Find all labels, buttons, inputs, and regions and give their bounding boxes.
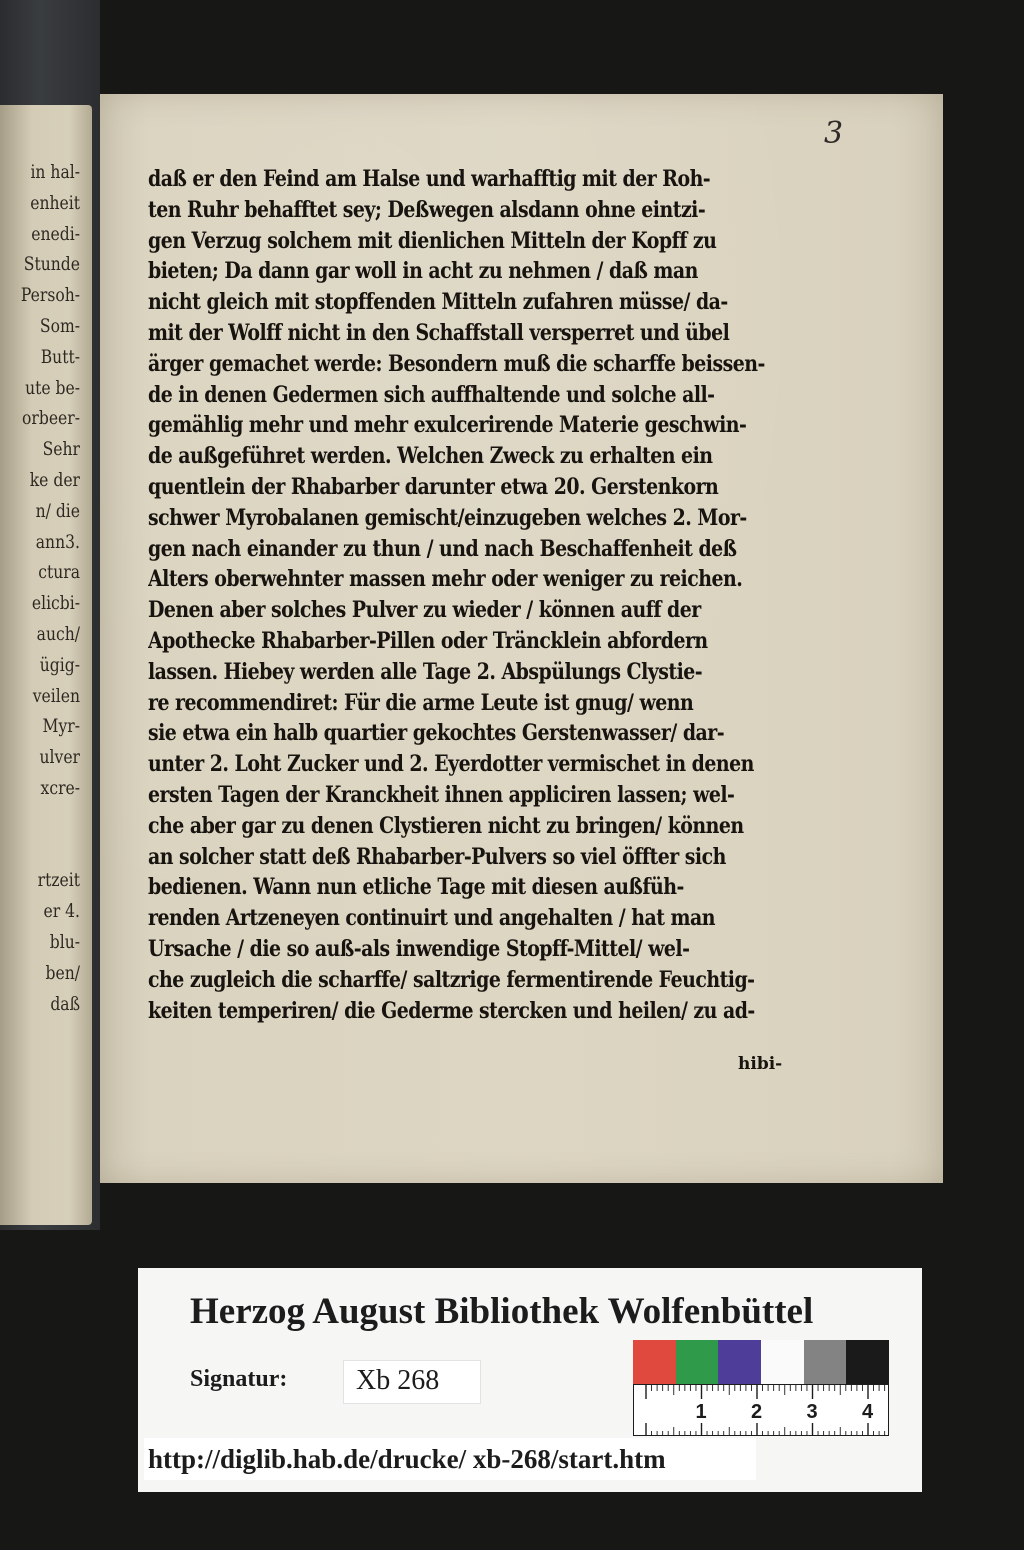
text-line: sie etwa ein halb quartier gekochtes Gerstenwasser/ dar- bbox=[148, 720, 725, 747]
previous-page-fragment: Stunde bbox=[23, 253, 80, 276]
library-reference-card bbox=[138, 1268, 922, 1492]
previous-page-fragment: ben/ bbox=[45, 961, 80, 984]
previous-page-edge bbox=[0, 105, 92, 1225]
previous-page-fragment: in hal- bbox=[30, 161, 80, 183]
text-line: ärger gemachet werde: Besondern muß die scharffe beissen- bbox=[148, 350, 765, 377]
color-swatch bbox=[761, 1340, 804, 1384]
ruler-label: 2 bbox=[751, 1401, 763, 1423]
folio-number: 3 bbox=[824, 116, 844, 151]
text-line: gemählig mehr und mehr exulcerirende Materie geschwin- bbox=[148, 412, 747, 439]
text-line: schwer Myrobalanen gemischt/einzugeben welches 2. Mor- bbox=[148, 504, 747, 531]
ruler-label: 1 bbox=[695, 1401, 707, 1423]
digital-library-url: http://diglib.hab.de/drucke/ xb-268/start.htm bbox=[148, 1444, 666, 1474]
previous-page-fragment: ügig- bbox=[39, 653, 80, 676]
text-line: ersten Tagen der Kranckheit ihnen appliciren lassen; wel- bbox=[148, 781, 735, 808]
previous-page-fragment: Myr- bbox=[42, 715, 80, 738]
previous-page-fragment: veilen bbox=[32, 684, 80, 707]
text-line: Denen aber solches Pulver zu wieder / können auff der bbox=[148, 597, 701, 624]
previous-page-fragment: ann3. bbox=[35, 530, 80, 553]
previous-page-fragment: ute be- bbox=[25, 376, 80, 399]
previous-page-fragment: ctura bbox=[38, 561, 80, 584]
library-title: Herzog August Bibliothek Wolfenbüttel bbox=[190, 1291, 814, 1332]
previous-page-fragment: Som- bbox=[39, 314, 80, 337]
previous-page-fragment bbox=[14, 835, 80, 866]
signatur-box bbox=[343, 1360, 481, 1404]
text-line: an solcher statt deß Rhabarber-Pulvers so viel öffter sich bbox=[148, 843, 726, 870]
text-line: Apothecke Rhabarber-Pillen oder Träncklein abfordern bbox=[148, 627, 708, 654]
previous-page-fragment: enheit bbox=[30, 191, 80, 214]
ruler-label: 4 bbox=[862, 1401, 874, 1423]
page-text-block bbox=[148, 164, 846, 1026]
text-line: Alters oberwehnter massen mehr oder weniger zu reichen. bbox=[148, 566, 743, 593]
text-line: mit der Wolff nicht in den Schaffstall versperret und übel bbox=[148, 319, 730, 346]
text-line: che aber gar zu denen Clystieren nicht zu bringen/ können bbox=[148, 812, 744, 839]
previous-page-fragment bbox=[14, 804, 80, 835]
text-line: renden Artzeneyen continuirt und angehalten / hat man bbox=[148, 905, 715, 932]
signatur-label: Signatur: bbox=[190, 1366, 288, 1392]
color-calibration-strip bbox=[633, 1340, 889, 1384]
text-line: gen Verzug solchem mit dienlichen Mitteln der Kopff zu bbox=[148, 227, 717, 254]
text-line: gen nach einander zu thun / und nach Beschaffenheit deß bbox=[148, 535, 737, 562]
text-line: bedienen. Wann nun etliche Tage mit diesen außfüh- bbox=[148, 874, 684, 901]
color-swatch bbox=[804, 1340, 847, 1384]
previous-page-fragment: enedi- bbox=[31, 222, 80, 245]
text-line: bieten; Da dann gar woll in acht zu nehmen / daß man bbox=[148, 258, 698, 285]
text-line: nicht gleich mit stopffenden Mitteln zufahren müsse/ da- bbox=[148, 289, 728, 316]
previous-page-fragment: er 4. bbox=[43, 900, 80, 923]
book-page bbox=[100, 94, 943, 1183]
text-line: che zugleich die scharffe/ saltzrige fermentirende Feuchtig- bbox=[148, 966, 755, 993]
text-line: lassen. Hiebey werden alle Tage 2. Abspülungs Clystie- bbox=[148, 658, 703, 685]
color-swatch bbox=[676, 1340, 719, 1384]
previous-page-fragment: Sehr bbox=[42, 438, 80, 461]
color-swatch bbox=[718, 1340, 761, 1384]
previous-page-fragment: auch/ bbox=[36, 622, 80, 645]
text-line: re recommendiret: Für die arme Leute ist gnug/ wenn bbox=[148, 689, 694, 716]
signatur-value: Xb 268 bbox=[356, 1365, 440, 1396]
text-line: ten Ruhr behafftet sey; Deßwegen alsdann ohne eintzi- bbox=[148, 196, 706, 223]
text-line: unter 2. Loht Zucker und 2. Eyerdotter vermischet in denen bbox=[148, 751, 754, 778]
previous-page-fragment: orbeer- bbox=[22, 407, 80, 430]
previous-page-fragment: rtzeit bbox=[37, 869, 80, 892]
previous-page-text bbox=[14, 157, 80, 1019]
text-line: Ursache / die so auß-als inwendige Stopff-Mittel/ wel- bbox=[148, 935, 690, 962]
text-line: keiten temperiren/ die Gederme stercken und heilen/ zu ad- bbox=[148, 997, 755, 1024]
previous-page-fragment: n/ die bbox=[35, 499, 80, 522]
text-line: de in denen Gedermen sich auffhaltende und solche all- bbox=[148, 381, 715, 408]
previous-page-fragment: ulver bbox=[39, 746, 80, 769]
previous-page-fragment: blu- bbox=[49, 930, 80, 953]
url-box bbox=[144, 1438, 756, 1480]
color-swatch bbox=[633, 1340, 676, 1384]
color-swatch bbox=[846, 1340, 889, 1384]
previous-page-fragment: elicbi- bbox=[31, 592, 80, 615]
text-line: de außgeführet werden. Welchen Zweck zu erhalten ein bbox=[148, 443, 713, 470]
ruler-graphic bbox=[634, 1385, 889, 1436]
previous-page-fragment: xcre- bbox=[40, 776, 80, 799]
previous-page-fragment: ke der bbox=[29, 468, 80, 491]
previous-page-fragment: daß bbox=[50, 992, 80, 1015]
previous-page-fragment: Persoh- bbox=[20, 284, 80, 307]
ruler-label: 3 bbox=[806, 1401, 818, 1423]
previous-page-fragment: Butt- bbox=[40, 345, 80, 368]
text-line: daß er den Feind am Halse und warhafftig mit der Roh- bbox=[148, 166, 711, 192]
text-line: quentlein der Rhabarber darunter etwa 20. Gerstenkorn bbox=[148, 473, 719, 500]
catchword: hibi- bbox=[738, 1054, 783, 1074]
scale-ruler bbox=[633, 1384, 889, 1436]
